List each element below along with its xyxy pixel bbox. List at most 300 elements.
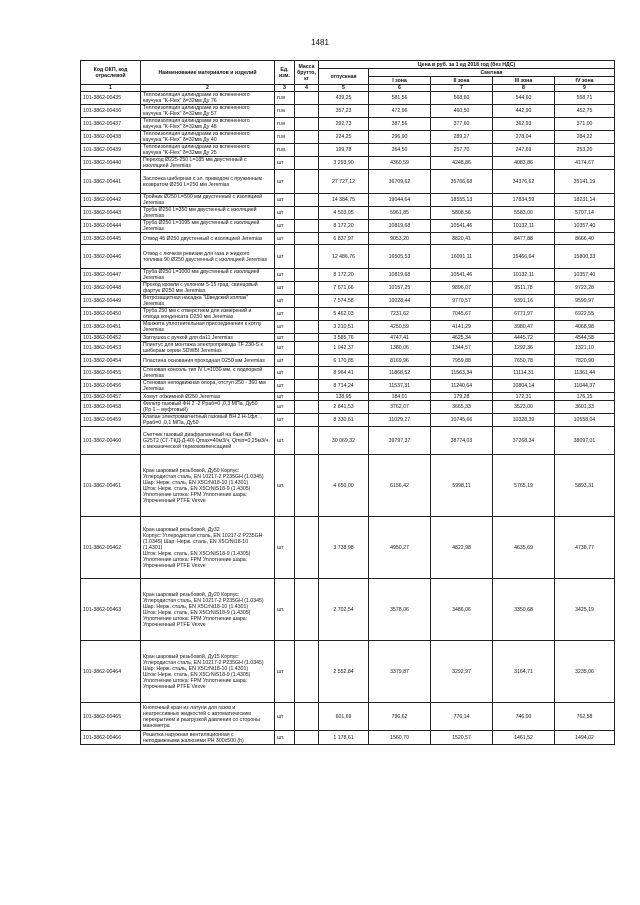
price-zone1: 4250,59 xyxy=(369,321,431,334)
price-release: 8 964,41 xyxy=(319,367,369,380)
item-mass xyxy=(295,367,319,380)
header-price: Цена в руб. за 1 ед 2018 год (без НДС) xyxy=(319,61,615,69)
price-zone3: 17834,59 xyxy=(493,194,555,207)
price-zone3: 10132,11 xyxy=(493,269,555,282)
header-zone1: I зона xyxy=(369,77,431,85)
price-zone2: 1520,57 xyxy=(431,731,493,745)
price-release: 12 486,76 xyxy=(319,245,369,269)
item-name: Кран шаровый резьбовой, Ду15 Корпус: Углеродистая сталь, EN 10217-2 P235GH (1.0345) Шар: Нерж. сталь, EN X5CrNi18-10 (1.4301) Шток: Нерж. сталь, EN X5CrNiS18-9 (1.4305) Уплотнение штока: FPM Уплотнение шара: Упрочненный PTFE Vexve xyxy=(141,641,275,703)
price-zone1: 10028,44 xyxy=(369,295,431,308)
item-unit: шт xyxy=(275,393,295,401)
item-name: Заглушка с ручкой для dа11 Jeremias xyxy=(141,334,275,342)
item-mass xyxy=(295,731,319,745)
price-zone2: 4625,34 xyxy=(431,334,493,342)
item-code: 101-3862-00443 xyxy=(81,207,141,220)
price-zone1: 6156,42 xyxy=(369,455,431,517)
header-unit: Ед. изм. xyxy=(275,61,295,85)
header-release: отпускная xyxy=(319,69,369,85)
price-zone2: 18555,13 xyxy=(431,194,493,207)
price-zone3: 9391,16 xyxy=(493,295,555,308)
price-zone1: 581,56 xyxy=(369,92,431,105)
item-name: Труба Ø250 L=350 мм двустенный с изоляцией Jeremias xyxy=(141,207,275,220)
table-row xyxy=(81,367,615,380)
table-row xyxy=(81,380,615,393)
price-zone4: 11361,44 xyxy=(555,367,615,380)
table-row xyxy=(81,118,615,131)
price-zone3: 4083,86 xyxy=(493,157,555,170)
price-zone2: 568,60 xyxy=(431,92,493,105)
item-unit: шт xyxy=(275,233,295,245)
price-zone4: 8666,40 xyxy=(555,233,615,245)
item-mass xyxy=(295,355,319,367)
price-release: 7 574,58 xyxy=(319,295,369,308)
item-unit: п.м xyxy=(275,92,295,105)
item-name: Отвод 45 Ø250 двустенный с изоляцией Jeremias xyxy=(141,233,275,245)
item-unit: шт. xyxy=(275,455,295,517)
item-mass xyxy=(295,427,319,455)
price-zone4: 4174,67 xyxy=(555,157,615,170)
price-zone1: 39797,37 xyxy=(369,427,431,455)
item-mass xyxy=(295,455,319,517)
item-code: 101-3862-00436 xyxy=(81,105,141,118)
price-zone2: 460,50 xyxy=(431,105,493,118)
item-mass xyxy=(295,393,319,401)
item-mass xyxy=(295,194,319,207)
item-unit: шт xyxy=(275,295,295,308)
price-release: 8 330,61 xyxy=(319,414,369,427)
price-zone2: 9770,57 xyxy=(431,295,493,308)
item-mass xyxy=(295,220,319,233)
item-code: 101-3862-00439 xyxy=(81,144,141,157)
header-zone2: II зона xyxy=(431,77,493,85)
price-zone3: 362,93 xyxy=(493,118,555,131)
price-zone2: 3665,33 xyxy=(431,401,493,414)
price-zone1: 4747,41 xyxy=(369,334,431,342)
price-zone1: 296,90 xyxy=(369,131,431,144)
price-zone1: 11868,52 xyxy=(369,367,431,380)
price-zone4: 4738,77 xyxy=(555,517,615,579)
price-release: 224,25 xyxy=(319,131,369,144)
item-name: Кран шаровый резьбовой, Ду50 Корпус: Углеродистая сталь, EN 10217-2 P235GH (1.0345) Шар: Нерж. сталь, EN X5CrNi18-10 (1.4301) Шток: Нерж. сталь, EN X5CrNiS18-9 (1.4305) Уплотнение штока: FPM Уплотнение шара: Упрочненный PTFE Vexve xyxy=(141,455,275,517)
table-row xyxy=(81,220,615,233)
price-zone1: 3379,87 xyxy=(369,641,431,703)
price-zone4: 7820,90 xyxy=(555,355,615,367)
price-zone2: 10541,46 xyxy=(431,269,493,282)
item-code: 101-3862-00452 xyxy=(81,334,141,342)
price-zone1: 19044,64 xyxy=(369,194,431,207)
price-zone1: 1380,06 xyxy=(369,342,431,355)
item-unit: шт xyxy=(275,269,295,282)
item-unit: шт xyxy=(275,703,295,731)
item-mass xyxy=(295,207,319,220)
price-zone3: 6771,97 xyxy=(493,308,555,321)
item-code: 101-3862-00461 xyxy=(81,455,141,517)
item-unit: шт. xyxy=(275,579,295,641)
table-row xyxy=(81,269,615,282)
price-zone2: 9896,07 xyxy=(431,282,493,295)
item-code: 101-3862-00458 xyxy=(81,401,141,414)
item-name: Стеновая консоль тип IV L=1030 мм, с подпоркой Jeremias xyxy=(141,367,275,380)
price-zone2: 38774,03 xyxy=(431,427,493,455)
price-table xyxy=(80,60,615,745)
item-code: 101-3862-00435 xyxy=(81,92,141,105)
item-unit: шт. xyxy=(275,731,295,745)
price-zone4: 284,22 xyxy=(555,131,615,144)
item-mass xyxy=(295,282,319,295)
price-zone2: 10745,66 xyxy=(431,414,493,427)
table-row xyxy=(81,245,615,269)
item-code: 101-3862-00437 xyxy=(81,118,141,131)
item-unit: шт xyxy=(275,334,295,342)
index-cell: 7 xyxy=(431,85,493,92)
item-mass xyxy=(295,144,319,157)
price-zone3: 3350,68 xyxy=(493,579,555,641)
price-release: 30 069,32 xyxy=(319,427,369,455)
price-zone1: 16505,53 xyxy=(369,245,431,269)
item-unit: шт xyxy=(275,380,295,393)
item-mass xyxy=(295,170,319,194)
price-zone3: 5583,00 xyxy=(493,207,555,220)
item-unit: шт xyxy=(275,157,295,170)
price-zone4: 10357,40 xyxy=(555,269,615,282)
table-row xyxy=(81,295,615,308)
item-name: Труба Ø250 L=1095 мм двустенный с изоляцией Jeremias xyxy=(141,220,275,233)
price-zone1: 8169,96 xyxy=(369,355,431,367)
item-name: Тройник Ø250 L=500 мм двустенный с изоляцией Jeremias xyxy=(141,194,275,207)
price-zone4: 253,20 xyxy=(555,144,615,157)
table-row xyxy=(81,334,615,342)
price-zone2: 377,60 xyxy=(431,118,493,131)
price-release: 27 727,12 xyxy=(319,170,369,194)
item-unit: шт xyxy=(275,641,295,703)
item-unit: п.м xyxy=(275,131,295,144)
item-name: Хомут обжимной Ø250 Jeremias xyxy=(141,393,275,401)
item-name: Труба 250 мм с отверстием для измерений и отвода конденсата D250 мм Jeremias xyxy=(141,308,275,321)
item-unit: п.м xyxy=(275,118,295,131)
item-unit: шт xyxy=(275,282,295,295)
table-row xyxy=(81,355,615,367)
price-release: 8 714,24 xyxy=(319,380,369,393)
price-zone2: 7959,88 xyxy=(431,355,493,367)
price-release: 8 172,20 xyxy=(319,269,369,282)
table-row xyxy=(81,144,615,157)
item-mass xyxy=(295,703,319,731)
index-cell: 4 xyxy=(295,85,319,92)
header-zone3: III зона xyxy=(493,77,555,85)
item-mass xyxy=(295,342,319,355)
item-name: Клапан электромагнитный газовый ВН 2 Н-1фл. , Рраб=0 ,0,1 МПа, Ду50 xyxy=(141,414,275,427)
item-code: 101-3862-00448 xyxy=(81,282,141,295)
item-mass xyxy=(295,579,319,641)
price-zone4: 762,58 xyxy=(555,703,615,731)
price-zone2: 1344,57 xyxy=(431,342,493,355)
price-zone3: 544,60 xyxy=(493,92,555,105)
price-zone4: 4544,58 xyxy=(555,334,615,342)
item-code: 101-3862-00440 xyxy=(81,157,141,170)
price-zone4: 10558,04 xyxy=(555,414,615,427)
item-mass xyxy=(295,401,319,414)
item-mass xyxy=(295,414,319,427)
item-name: Стеновая неподвижная опора, отступ 250 - 360 мм Jeremias xyxy=(141,380,275,393)
price-zone1: 387,56 xyxy=(369,118,431,131)
table-row xyxy=(81,157,615,170)
price-zone3: 10132,11 xyxy=(493,220,555,233)
price-release: 6 170,85 xyxy=(319,355,369,367)
item-name: Труба Ø250 L=1000 мм двустенный с изоляцией Jeremias xyxy=(141,269,275,282)
item-mass xyxy=(295,295,319,308)
table-row xyxy=(81,703,615,731)
price-release: 199,78 xyxy=(319,144,369,157)
item-name: Фильтр газовый ФН 2 -2 Рраб=0 ,0,3 МПа, Ду50 (Рр 1 – муфтовый) xyxy=(141,401,275,414)
item-mass xyxy=(295,308,319,321)
price-release: 5 462,03 xyxy=(319,308,369,321)
price-release: 4 503,05 xyxy=(319,207,369,220)
price-zone3: 1292,36 xyxy=(493,342,555,355)
price-zone2: 3292,97 xyxy=(431,641,493,703)
price-zone1: 3578,06 xyxy=(369,579,431,641)
price-zone4: 3601,33 xyxy=(555,401,615,414)
price-zone2: 8820,41 xyxy=(431,233,493,245)
item-name: Переход Ø225-250 L=185 мм двустенный с изоляцией Jeremias xyxy=(141,157,275,170)
price-release: 4 650,00 xyxy=(319,455,369,517)
index-cell: 1 xyxy=(81,85,141,92)
header-zone4: IV зона xyxy=(555,77,615,85)
item-name: Проход кровли с уклоном 5-15 град. свинцовый фартук Ø250 мм Jeremias xyxy=(141,282,275,295)
price-release: 14 384,75 xyxy=(319,194,369,207)
price-zone1: 472,96 xyxy=(369,105,431,118)
item-name: Плинтус для монтажа электропривода TF 230-S к шиберам серии SDWBI Jeremias xyxy=(141,342,275,355)
table-row xyxy=(81,579,615,641)
price-zone2: 179,28 xyxy=(431,393,493,401)
header-code: Код ОКП, код отраслевой xyxy=(81,61,141,85)
price-zone4: 15800,33 xyxy=(555,245,615,269)
price-zone3: 3164,71 xyxy=(493,641,555,703)
price-zone1: 36709,62 xyxy=(369,170,431,194)
price-zone2: 11563,34 xyxy=(431,367,493,380)
index-cell: 3 xyxy=(275,85,295,92)
price-zone1: 796,62 xyxy=(369,703,431,731)
price-release: 2 702,54 xyxy=(319,579,369,641)
index-cell: 6 xyxy=(369,85,431,92)
item-code: 101-3862-00450 xyxy=(81,308,141,321)
price-zone4: 35141,19 xyxy=(555,170,615,194)
price-zone3: 10328,39 xyxy=(493,414,555,427)
item-name: Кран шаровый резьбовой, Ду20 Корпус: Углеродистая сталь, EN 10217-2 P235GH (1.0345) Шар: Нерж. сталь, EN X5CrNi18-10 (1.4301) Шток: Нерж. сталь, EN X5CrNiS18-9 (1.4305) Уплотнение штока: FPM Уплотнение шара: Упрочненный PTFE Vexve xyxy=(141,579,275,641)
item-code: 101-3862-00446 xyxy=(81,245,141,269)
price-zone4: 176,15 xyxy=(555,393,615,401)
price-release: 138,95 xyxy=(319,393,369,401)
price-zone4: 38097,01 xyxy=(555,427,615,455)
table-row xyxy=(81,321,615,334)
price-zone4: 5893,31 xyxy=(555,455,615,517)
price-release: 2 841,53 xyxy=(319,401,369,414)
price-release: 3 585,76 xyxy=(319,334,369,342)
price-zone4: 558,71 xyxy=(555,92,615,105)
item-unit: шт xyxy=(275,245,295,269)
item-unit: шт xyxy=(275,401,295,414)
price-zone1: 10819,68 xyxy=(369,220,431,233)
price-release: 1 042,37 xyxy=(319,342,369,355)
item-mass xyxy=(295,92,319,105)
price-release: 2 552,84 xyxy=(319,641,369,703)
price-zone3: 746,00 xyxy=(493,703,555,731)
item-unit: шт xyxy=(275,367,295,380)
price-zone4: 3235,06 xyxy=(555,641,615,703)
table-row xyxy=(81,105,615,118)
item-name: Ветрозащитная насадка "Шведский колпак" Jeremias xyxy=(141,295,275,308)
header-name: Наименование материалов и изделий xyxy=(141,61,275,85)
table-row xyxy=(81,282,615,295)
price-zone1: 3762,07 xyxy=(369,401,431,414)
item-unit: шт xyxy=(275,414,295,427)
price-zone4: 452,75 xyxy=(555,105,615,118)
table-row xyxy=(81,731,615,745)
price-zone4: 371,00 xyxy=(555,118,615,131)
item-code: 101-3862-00466 xyxy=(81,731,141,745)
item-name: Кран шаровый резьбовой, Ду32 Корпус: Углеродистая сталь, EN 10217-2 P235GH (1.0345) Шар: Нерж. сталь, EN X5CrNi18-10 (1.4301) Шток: Нерж. сталь, EN X5CrNiS18-9 (1.4305) Уплотнение штока: FPM Уплотнение шара: Упрочненный PTFE Vexve xyxy=(141,517,275,579)
price-zone2: 4248,86 xyxy=(431,157,493,170)
item-code: 101-3862-00462 xyxy=(81,517,141,579)
header-estimate: Сметная xyxy=(369,69,615,77)
item-unit: шт. xyxy=(275,427,295,455)
item-mass xyxy=(295,517,319,579)
price-zone4: 18231,14 xyxy=(555,194,615,207)
item-name: Отвод с лючком ревизии для газа и жидкого топлива 90 Ø250 двустенный с изоляцией Jeremias xyxy=(141,245,275,269)
item-unit: п.м xyxy=(275,105,295,118)
price-zone2: 289,27 xyxy=(431,131,493,144)
price-zone2: 257,70 xyxy=(431,144,493,157)
item-code: 101-3862-00463 xyxy=(81,579,141,641)
item-unit: шт xyxy=(275,308,295,321)
index-cell: 5 xyxy=(319,85,369,92)
price-zone3: 3980,47 xyxy=(493,321,555,334)
item-code: 101-3862-00460 xyxy=(81,427,141,455)
price-zone4: 5707,14 xyxy=(555,207,615,220)
price-zone2: 3486,06 xyxy=(431,579,493,641)
price-release: 7 671,66 xyxy=(319,282,369,295)
item-code: 101-3862-00441 xyxy=(81,170,141,194)
item-mass xyxy=(295,131,319,144)
price-zone3: 10804,14 xyxy=(493,380,555,393)
price-zone2: 16091,11 xyxy=(431,245,493,269)
price-zone4: 3425,19 xyxy=(555,579,615,641)
price-zone3: 7650,78 xyxy=(493,355,555,367)
table-row xyxy=(81,194,615,207)
price-zone4: 9723,28 xyxy=(555,282,615,295)
item-code: 101-3862-00447 xyxy=(81,269,141,282)
price-zone1: 4950,27 xyxy=(369,517,431,579)
item-mass xyxy=(295,269,319,282)
price-release: 8 172,20 xyxy=(319,220,369,233)
item-mass xyxy=(295,641,319,703)
index-cell: 8 xyxy=(493,85,555,92)
price-release: 1 178,61 xyxy=(319,731,369,745)
index-cell: 9 xyxy=(555,85,615,92)
item-name: Теплоизоляция цилиндрами из вспененного каучука "K-Flex" δ=32мм Ду 25 xyxy=(141,144,275,157)
item-code: 101-3862-00453 xyxy=(81,342,141,355)
table-row xyxy=(81,342,615,355)
table-row xyxy=(81,233,615,245)
price-release: 292,73 xyxy=(319,118,369,131)
price-zone1: 264,50 xyxy=(369,144,431,157)
price-zone3: 11114,31 xyxy=(493,367,555,380)
table-row xyxy=(81,455,615,517)
price-zone3: 1461,52 xyxy=(493,731,555,745)
price-release: 3 293,90 xyxy=(319,157,369,170)
item-code: 101-3862-00451 xyxy=(81,321,141,334)
item-code: 101-3862-00442 xyxy=(81,194,141,207)
item-mass xyxy=(295,334,319,342)
page-number: 1481 xyxy=(311,38,329,47)
item-code: 101-3862-00444 xyxy=(81,220,141,233)
price-zone1: 10157,25 xyxy=(369,282,431,295)
table-row xyxy=(81,427,615,455)
price-release: 6 837,97 xyxy=(319,233,369,245)
item-name: Теплоизоляция цилиндрами из вспененного каучука "K-Flex" δ=32мм Ду 40 xyxy=(141,131,275,144)
index-row xyxy=(81,85,615,92)
item-unit: шт xyxy=(275,220,295,233)
price-release: 439,25 xyxy=(319,92,369,105)
item-mass xyxy=(295,118,319,131)
item-name: Счетчик газовый диафрагменный на базе ВК G25Т2 (СГ-ТКД-Д-40) Qmax=40м3/ч, Qmin=0,25м3/ч с механической термокомпенсацией xyxy=(141,427,275,455)
price-zone2: 10541,46 xyxy=(431,220,493,233)
price-zone4: 1321,10 xyxy=(555,342,615,355)
item-name: Пластина основания проходная D250 мм Jeremias xyxy=(141,355,275,367)
table-row xyxy=(81,131,615,144)
price-zone1: 5961,85 xyxy=(369,207,431,220)
index-cell: 2 xyxy=(141,85,275,92)
price-zone3: 8477,88 xyxy=(493,233,555,245)
item-code: 101-3862-00456 xyxy=(81,380,141,393)
price-zone2: 35766,68 xyxy=(431,170,493,194)
price-zone1: 11029,27 xyxy=(369,414,431,427)
price-zone3: 247,69 xyxy=(493,144,555,157)
price-zone3: 5765,19 xyxy=(493,455,555,517)
item-mass xyxy=(295,245,319,269)
price-zone3: 37268,34 xyxy=(493,427,555,455)
price-release: 357,23 xyxy=(319,105,369,118)
price-zone3: 4445,72 xyxy=(493,334,555,342)
price-zone2: 4822,98 xyxy=(431,517,493,579)
price-zone3: 15466,64 xyxy=(493,245,555,269)
item-code: 101-3862-00457 xyxy=(81,393,141,401)
price-zone2: 7045,67 xyxy=(431,308,493,321)
item-code: 101-3862-00459 xyxy=(81,414,141,427)
item-unit: шт xyxy=(275,194,295,207)
price-zone4: 6922,55 xyxy=(555,308,615,321)
table-row xyxy=(81,393,615,401)
price-zone1: 184,01 xyxy=(369,393,431,401)
item-unit: п.м. xyxy=(275,144,295,157)
item-name: Теплоизоляция цилиндрами из вспененного каучука "K-Flex" δ=32мм Ду 76 xyxy=(141,92,275,105)
price-zone1: 7231,62 xyxy=(369,308,431,321)
table-row xyxy=(81,308,615,321)
table-row xyxy=(81,401,615,414)
table-body xyxy=(81,92,615,745)
price-zone4: 11044,37 xyxy=(555,380,615,393)
item-name: Кнопочный кран из латуни для газов и неагрессивных жидкостей с автоматическим перекрытием и разгрузкой давления со стороны манометра xyxy=(141,703,275,731)
item-unit: шт xyxy=(275,321,295,334)
price-zone4: 10357,40 xyxy=(555,220,615,233)
header-mass: Масса брутто, кг xyxy=(295,61,319,85)
table-row xyxy=(81,207,615,220)
item-name: Решетка наружная вентиляционная с неподвижными жалюзями РН 300х500 (h) xyxy=(141,731,275,745)
item-mass xyxy=(295,233,319,245)
item-unit: шт xyxy=(275,517,295,579)
table-row xyxy=(81,517,615,579)
price-zone4: 1494,02 xyxy=(555,731,615,745)
item-unit: шт xyxy=(275,342,295,355)
